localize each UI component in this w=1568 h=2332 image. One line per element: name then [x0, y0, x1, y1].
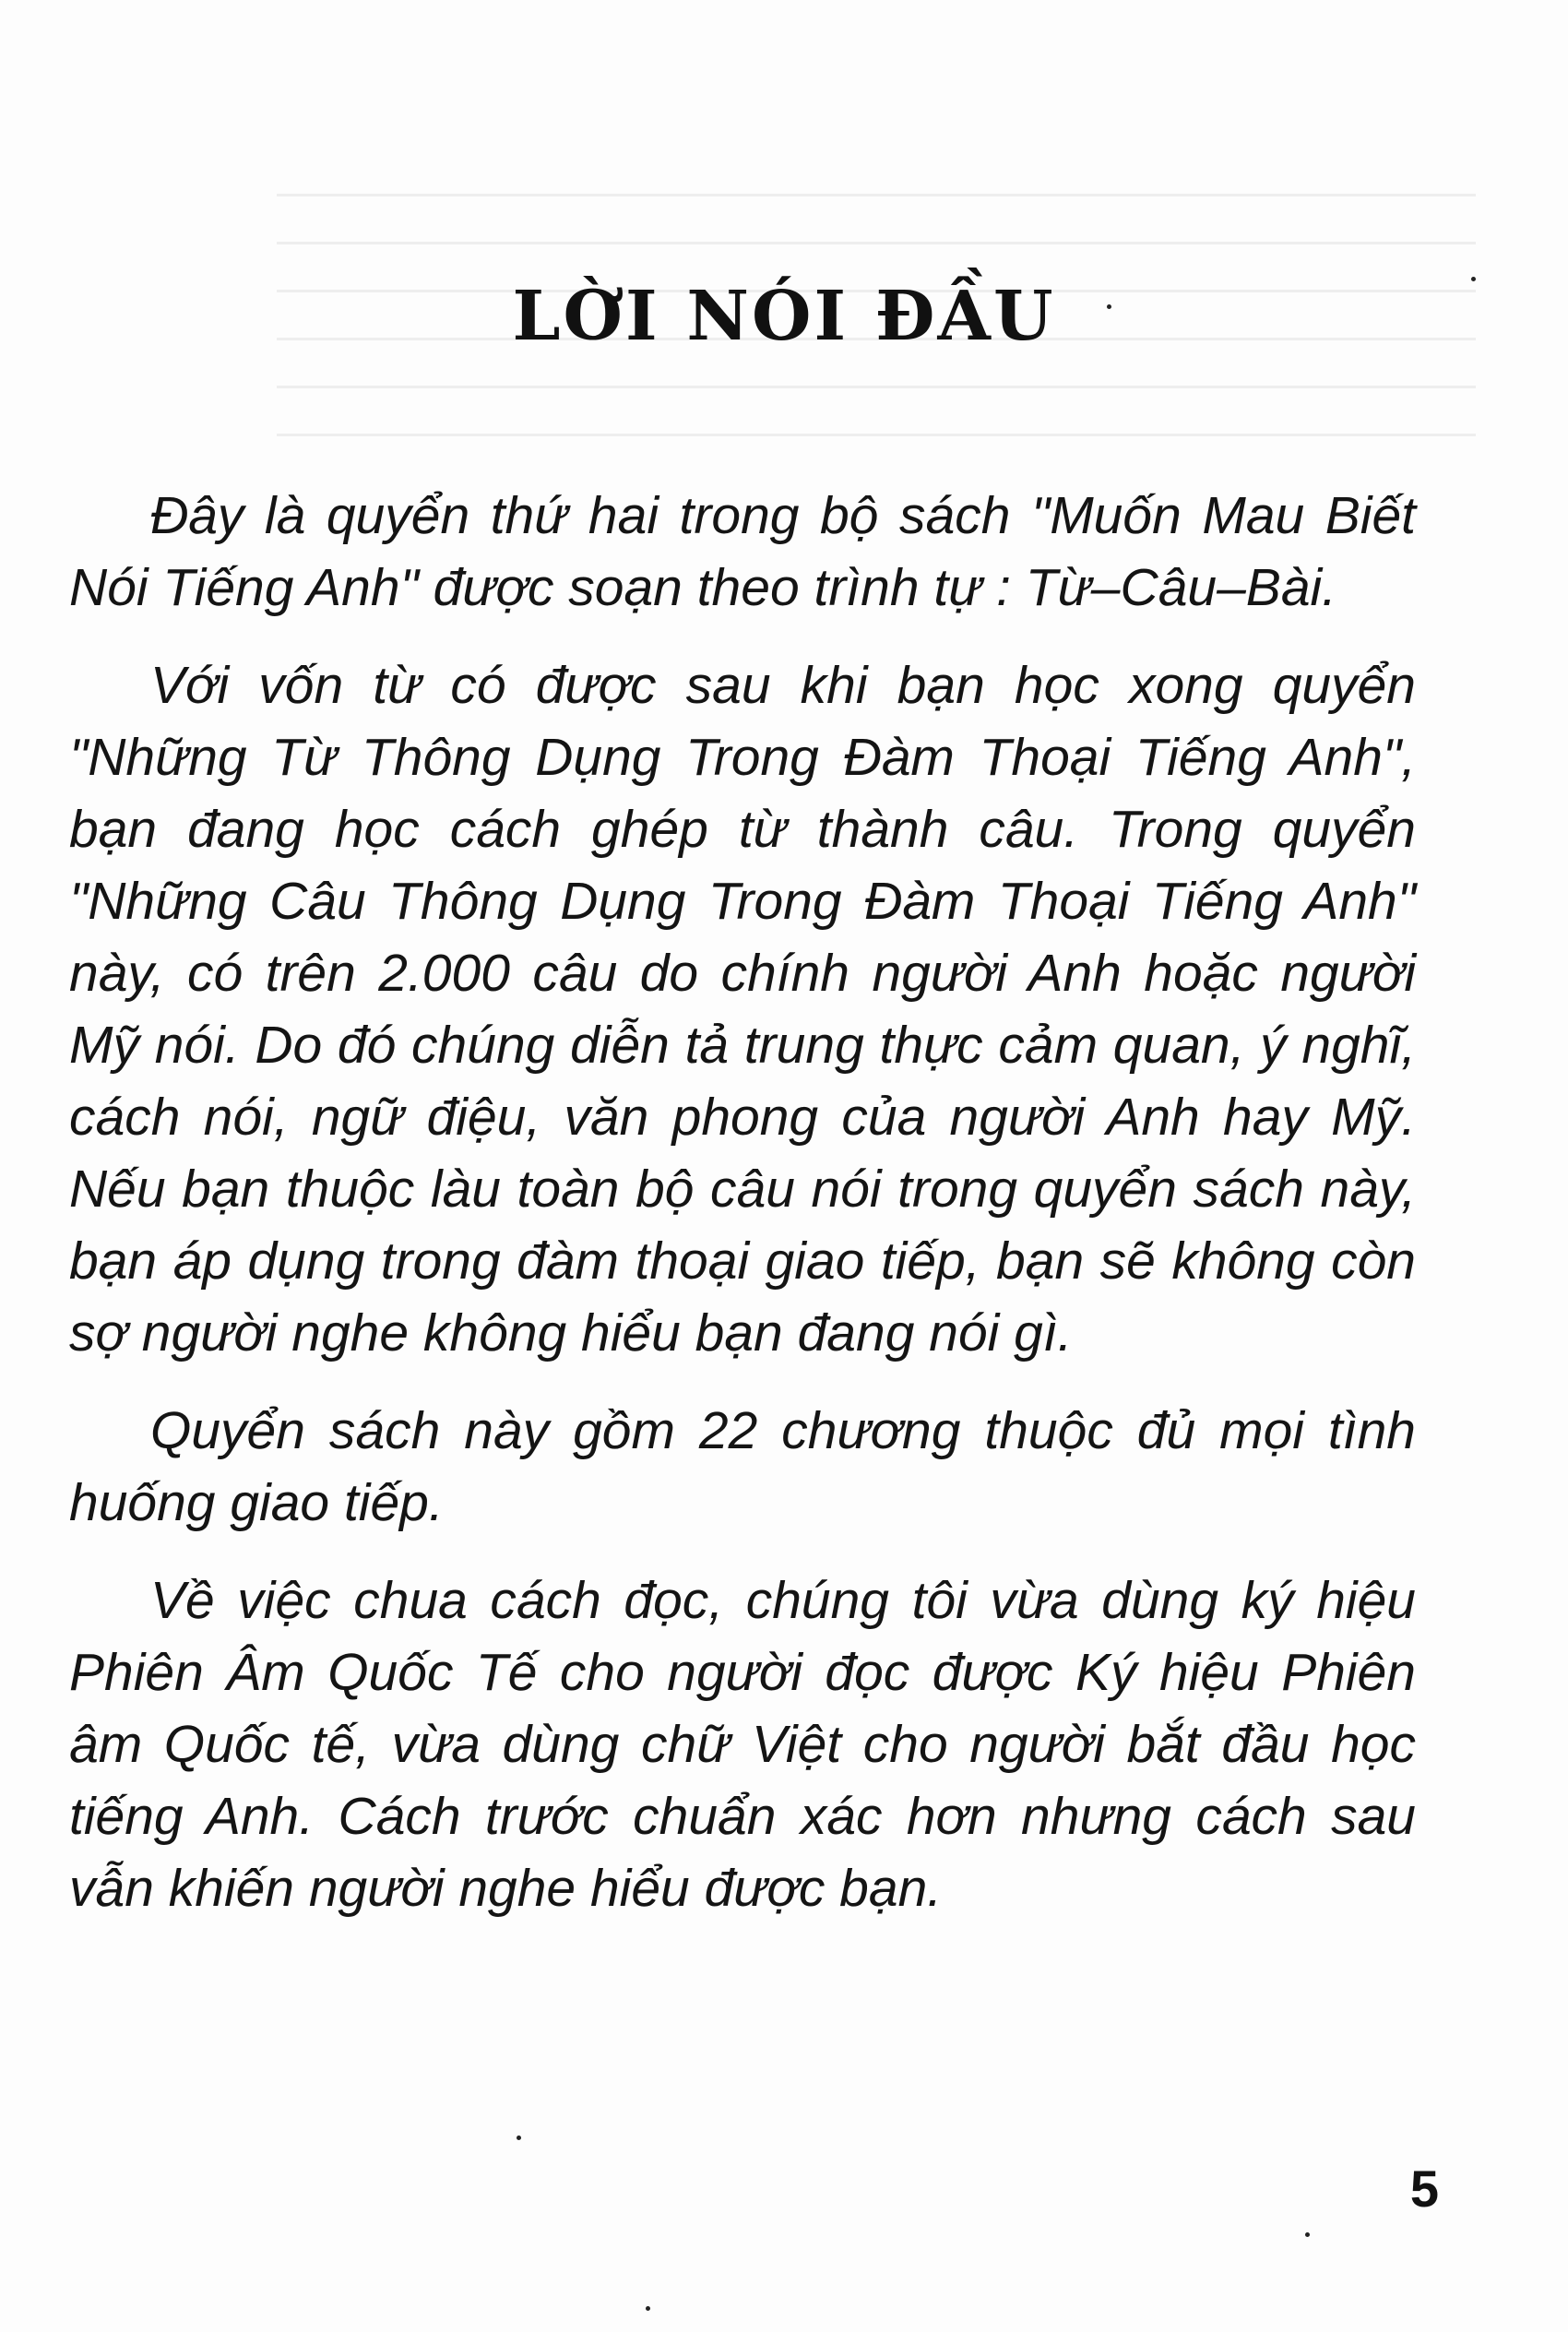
scan-speck [517, 2136, 521, 2140]
paragraph-intro: Đây là quyển thứ hai trong bộ sách "Muốn Mau Biết Nói Tiếng Anh" được soạn theo trình tự : Từ–Câu–Bài. [69, 486, 1416, 617]
scan-speck [1305, 2232, 1310, 2237]
paragraph-chapters: Quyển sách này gồm 22 chương thuộc đủ mọi tình huống giao tiếp. [69, 1401, 1416, 1532]
scan-speck [646, 2306, 650, 2311]
paragraph-vocabulary: Với vốn từ có được sau khi bạn học xong quyển "Những Từ Thông Dụng Trong Đàm Thoại Tiếng Anh", bạn đang học cách ghép từ thành câu. Trong quyển "Những Câu Thông Dụng Trong Đàm Thoại Tiếng Anh" này, có trên 2.000 câu do chính người Anh hoặc người Mỹ nói. Do đó chúng diễn tả trung thực cảm quan, ý nghĩ, cách nói, ngữ điệu, văn phong của người Anh hay Mỹ. Nếu bạn thuộc làu toàn bộ câu nói trong quyển sách này, bạn áp dụng trong đàm thoại giao tiếp, bạn sẽ không còn sợ người nghe không hiểu bạn đang nói gì. [69, 656, 1416, 1362]
paragraph-pronunciation: Về việc chua cách đọc, chúng tôi vừa dùng ký hiệu Phiên Âm Quốc Tế cho người đọc được Ký hiệu Phiên âm Quốc tế, vừa dùng chữ Việt cho người bắt đầu học tiếng Anh. Cách trước chuẩn xác hơn nhưng cách sau vẫn khiến người nghe hiểu được bạn. [69, 1571, 1416, 1918]
scan-speck [1107, 304, 1111, 309]
page-number: 5 [1409, 2159, 1439, 2218]
body-text [69, 480, 1416, 1950]
scan-speck [1471, 277, 1476, 281]
page-title: LỜI NÓI ĐẦU [512, 277, 1056, 356]
